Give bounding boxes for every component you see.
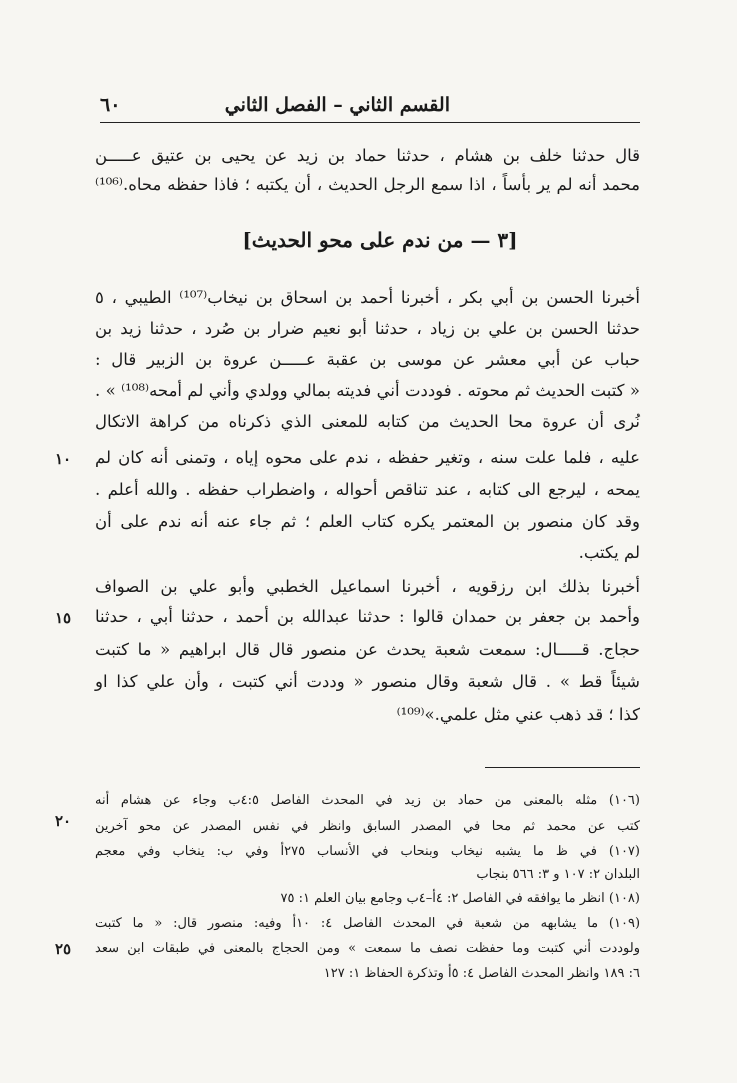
text-line: وأحمد بن جعفر بن حمدان قالوا : حدثنا عبدالله بن أحمد ، حدثنا أبي ، حدثنا [95, 607, 640, 626]
footnote-line: (١٠٧) في ظ ما يشبه نيخاب وبنحاب في الأنساب ٢٧٥أ وفي ب: ينخاب وفي معجم [95, 844, 640, 859]
text-line: عليه ، فلما علت سنه ، وتغير حفظه ، ندم على محوه إياه ، وتمنى أنه كان لم [95, 448, 640, 467]
text-line: قال حدثنا خلف بن هشام ، حدثنا حماد بن زيد عن يحيى بن عتيق عـــــن [95, 146, 640, 165]
text-line: كذا ؛ قد ذهب عني مثل علمي.»⁽¹⁰⁹⁾ [396, 705, 640, 724]
text-line: محمد أنه لم ير بأساً ، اذا سمع الرجل الحديث ، أن يكتبه ؛ فاذا حفظه محاه.⁽¹⁰⁶⁾ [95, 175, 640, 194]
line-number: ١٠ [55, 450, 72, 468]
text-line: « كتبت الحديث ثم محوته . فوددت أني فديته بمالي وولدي وأني لم أمحه⁽¹⁰⁸⁾ » . [95, 381, 641, 400]
text-line: يمحه ، ليرجع الى كتابه ، عند تناقص أحواله ، واضطراب حفظه . والله أعلم . [95, 480, 640, 499]
footnote-line: (١٠٨) انظر ما يوافقه في الفاصل ٢: ٤أ–٤ب وجامع بيان العلم ١: ٧٥ [280, 891, 640, 906]
footnote-separator [485, 767, 640, 768]
text-line: أخبرنا الحسن بن أبي بكر ، أخبرنا أحمد بن اسحاق بن نيخاب⁽¹⁰⁷⁾ الطيبي ، ٥ [95, 288, 640, 307]
text-line: حدثنا الحسن بن علي بن زياد ، حدثنا أبو نعيم ضرار بن صُرد ، حدثنا زيد بن [95, 319, 640, 338]
header-rule [100, 122, 640, 123]
text-line: حجاج. قـــــال: سمعت شعبة يحدث عن منصور قال قال ابراهيم « ما كتبت [95, 640, 640, 659]
text-line: نُرى أن عروة محا الحديث من كتابه للمعنى الذي ذكرناه من كراهة الاتكال [95, 412, 640, 431]
footnote-line: (١٠٩) ما يشابهه من شعبة في المحدث الفاصل ٤: ١٠أ وفيه: منصور قال: « ما كتبت [95, 916, 641, 931]
line-number: ٢٥ [55, 940, 72, 958]
text-line: حباب عن أبي معشر عن موسى بن عقبة عـــــن عروة بن الزبير قال : [95, 350, 640, 369]
page-number: ٦٠ [100, 94, 121, 116]
section-heading: [٣ — من ندم على محو الحديث] [242, 228, 518, 252]
text-line: وقد كان منصور بن المعتمر يكره كتاب العلم ؛ ثم جاء عنه أنه ندم على أن [95, 512, 640, 531]
footnote-line: كتب عن محمد ثم محا في المصدر السابق وانظر في نفس المصدر عن محو آخرين [95, 819, 640, 834]
line-number: ١٥ [55, 609, 72, 627]
running-title: القسم الثاني – الفصل الثاني [224, 94, 450, 116]
footnote-line: (١٠٦) مثله بالمعنى من حماد بن زيد في المحدث الفاصل ٤:٥ب وجاء عن هشام أنه [95, 793, 640, 808]
text-line: لم يكتب. [578, 543, 640, 562]
text-line: أخبرنا بذلك ابن رزقويه ، أخبرنا اسماعيل الخطبي وأبو علي بن الصواف [95, 577, 640, 596]
page-header [100, 88, 640, 124]
text-line: شيئاً قط » . قال شعبة وقال منصور « وددت أني كتبت ، وأن علي كذا او [95, 672, 640, 691]
footnote-line: ٦: ١٨٩ وانظر المحدث الفاصل ٤: ٥أ وتذكرة الحفاظ ١: ١٢٧ [323, 966, 640, 981]
footnote-line: البلدان ٢: ١٠٧ و ٣: ٥٦٦ بنجاب [476, 867, 640, 882]
footnote-line: ولوددت أني كتبت وما حفظت نصف ما سمعت » ومن الحجاج بالمعنى في طبقات ابن سعد [95, 941, 640, 956]
line-number: ٢٠ [55, 812, 72, 830]
